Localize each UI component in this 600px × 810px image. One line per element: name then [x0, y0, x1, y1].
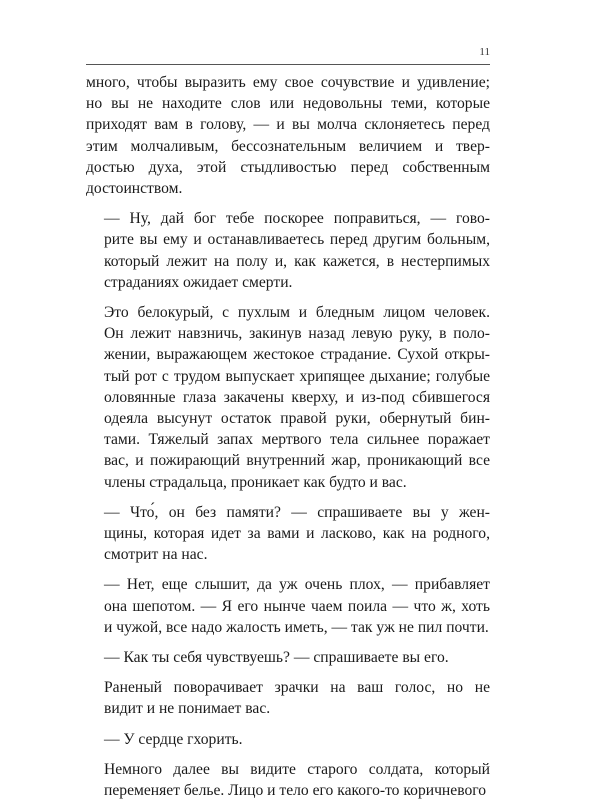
text-line: который лежит на полу и, как кажется, в нестерпимых [104, 252, 490, 270]
paragraph [86, 677, 490, 719]
text-line: много, чтобы выразить ему свое сочувствие и удивление; [86, 74, 490, 91]
text-line: тый рот с трудом выпускает хрипящее дыхание; голубые [104, 367, 490, 385]
text-line: — Нет, еще слышит, да уж очень плох, — прибавляет [104, 576, 490, 594]
text-line: жении, выражающем жестокое страдание. Сухой откры- [104, 346, 490, 364]
text-line: — У сердце гхорить. [104, 730, 243, 748]
text-line: она шепотом. — Я его нынче чаем поила — что ж, хоть [104, 597, 490, 615]
text-line: достоинством. [86, 180, 183, 198]
body-text [86, 72, 490, 810]
text-line: Немного далее вы видите старого солдата, который [104, 760, 490, 778]
text-line: этим молчаливым, бессознательным величием и твер- [86, 137, 490, 155]
text-line: члены страдальца, проникает как будто и вас. [104, 473, 407, 491]
text-line: одеяла высунут остаток правой руки, обернутый бин- [104, 410, 490, 428]
text-line: оловянные глаза закачены кверху, и из-под сбившегося [104, 388, 490, 406]
paragraph [86, 208, 490, 293]
text-line: смотрит на нас. [104, 546, 208, 564]
text-line: Это белокурый, с пухлым и бледным лицом человек. [104, 304, 490, 322]
text-line: приходят вам в голову, — и вы молча склоняетесь перед [86, 116, 490, 134]
paragraph [86, 759, 490, 801]
text-line: тами. Тяжелый запах мертвого тела сильнее поражает [104, 431, 490, 449]
text-line: переменяет белье. Лицо и тело его какого-то коричневого [104, 782, 487, 800]
paragraph [86, 302, 490, 493]
text-line: Раненый поворачивает зрачки на ваш голос, но не [104, 679, 490, 697]
paragraph [86, 72, 490, 199]
page-number: 11 [479, 46, 490, 58]
text-line: — Что́, он без памяти? — спрашиваете вы у жен- [104, 503, 490, 521]
paragraph [86, 502, 490, 566]
text-line: страданиях ожидает смерти. [104, 273, 293, 291]
text-line: — Как ты себя чувствуешь? — спрашиваете вы его. [104, 649, 449, 667]
paragraph [86, 574, 490, 638]
text-line: и чужой, все надо жалость иметь, — так уж не пил почти. [104, 618, 489, 636]
text-line: — Ну, дай бог тебе поскорее поправиться, — гово- [104, 210, 490, 228]
text-line: видит и не понимает вас. [104, 700, 271, 718]
text-line: но вы не находите слов или недовольны теми, которые [86, 95, 490, 113]
header-rule [86, 64, 490, 65]
text-line: рите вы ему и останавливаетесь перед другим больным, [104, 231, 490, 249]
text-line: вас, и пожирающий внутренний жар, проникающий все [104, 452, 490, 470]
text-line: щины, которая идет за вами и ласково, как на родного, [104, 525, 490, 543]
text-line: достью духа, этой стыдливостью перед собственным [86, 158, 490, 176]
paragraph [86, 647, 490, 668]
text-line: Он лежит навзничь, закинув назад левую руку, в поло- [104, 325, 490, 343]
paragraph [86, 729, 490, 750]
